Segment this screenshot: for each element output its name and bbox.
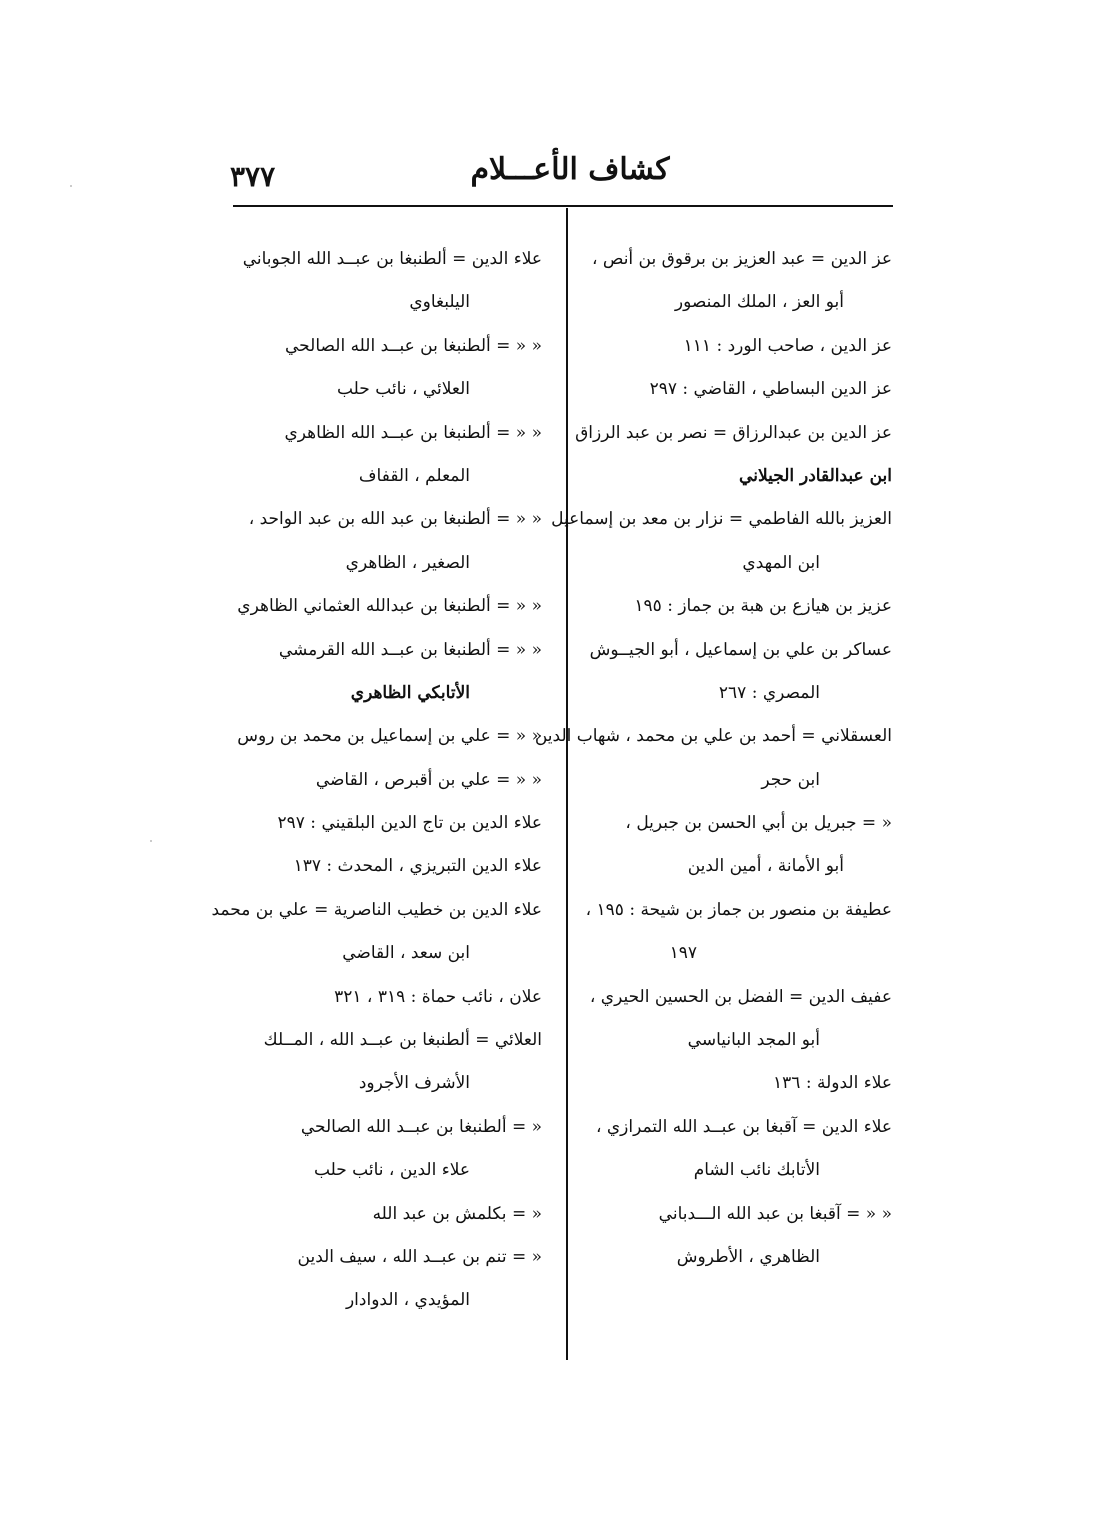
index-entry: علان ، نائب حماة : ٣١٩ ، ٣٢١ — [334, 986, 542, 1007]
index-entry-continuation: ابن المهدي — [742, 552, 820, 573]
index-entry: علاء الدولة : ١٣٦ — [773, 1073, 892, 1094]
index-entry: عساكر بن علي بن إسماعيل ، أبو الجيــوش — [589, 639, 892, 660]
index-entry-continuation: الظاهري ، الأطروش — [676, 1246, 820, 1267]
index-entry-continuation: الصغير ، الظاهري — [345, 552, 470, 573]
index-entry: « « = ألطنبغا بن عبد الله بن عبد الواحد ، — [248, 509, 542, 530]
index-entry-continuation: ابن حجر — [761, 769, 820, 790]
index-entry: عفيف الدين = الفضل بن الحسين الحيري ، — [589, 986, 892, 1007]
index-entry: « « = ألطنبغا بن عبدالله العثماني الظاهري — [237, 596, 542, 617]
index-entry: « = جبريل بن أبي الحسن بن جبريل ، — [625, 813, 892, 834]
index-entry: عز الدين ، صاحب الورد : ١١١ — [683, 335, 892, 356]
index-entry: عز الدين البساطي ، القاضي : ٢٩٧ — [649, 379, 892, 400]
index-entry: عطيفة بن منصور بن جماز بن شيحة : ١٩٥ ، — [585, 899, 892, 920]
index-entry-continuation: ابن عبدالقادر الجيلاني — [739, 465, 892, 486]
column-divider — [566, 208, 568, 1360]
index-entry: « « = ألطنبغا بن عبــد الله الظاهري — [284, 422, 542, 443]
index-entry-continuation: المؤيدي ، الدوادار — [345, 1290, 470, 1311]
index-entry-continuation: علاء الدين ، نائب حلب — [313, 1160, 470, 1181]
index-entry: عزيز بن هيازع بن هبة بن جماز : ١٩٥ — [634, 596, 892, 617]
index-entry: علاء الدين التبريزي ، المحدث : ١٣٧ — [293, 856, 542, 877]
index-entry: العزيز بالله الفاطمي = نزار بن معد بن إسماعيل — [551, 509, 892, 530]
index-entry: « = بكلمش بن عبد الله — [372, 1203, 542, 1224]
scan-speck — [70, 185, 72, 187]
index-entry: عز الدين = عبد العزيز بن برقوق بن أنص ، — [591, 249, 892, 269]
index-entry-continuation: الأتابك نائب الشام — [693, 1160, 820, 1181]
page-title: كشاف الأعـــلام — [470, 152, 670, 187]
index-entry-continuation: الأتابكي الظاهري — [350, 682, 470, 703]
index-entry: « « = آقبغا بن عبد الله الـــدباني — [658, 1203, 892, 1224]
page-number: ٣٧٧ — [230, 160, 276, 193]
index-entry-continuation: أبو الأمانة ، أمين الدين — [687, 856, 844, 877]
index-entry-continuation: ابن سعد ، القاضي — [342, 943, 470, 964]
index-entry: علاء الدين = آقبغا بن عبــد الله التمرازي ، — [595, 1116, 892, 1137]
index-entry: « = ألطنبغا بن عبــد الله الصالحي — [300, 1116, 542, 1137]
index-entry: « = تنم بن عبــد الله ، سيف الدين — [297, 1246, 542, 1267]
header-rule — [233, 205, 893, 207]
index-entry: « « = علي بن أقبرص ، القاضي — [315, 769, 542, 790]
index-entry: العلائي = ألطنبغا بن عبــد الله ، المــلك — [263, 1030, 542, 1051]
index-entry: علاء الدين = ألطنبغا بن عبــد الله الجوباني — [242, 249, 542, 269]
index-column-right — [534, 238, 892, 1279]
index-entry: عز الدين بن عبدالرزاق = نصر بن عبد الرزاق — [575, 422, 892, 443]
index-entry-continuation: المصري : ٢٦٧ — [718, 682, 820, 703]
index-entry-continuation: المعلم ، القفاف — [358, 465, 470, 486]
index-entry: « « = علي بن إسماعيل بن محمد بن روس — [237, 726, 542, 747]
index-entry-continuation: أبو العز ، الملك المنصور — [674, 292, 844, 313]
index-entry: علاء الدين بن تاج الدين البلقيني : ٢٩٧ — [277, 813, 542, 834]
index-entry: العسقلاني = أحمد بن علي بن محمد ، شهاب الدين — [534, 726, 892, 747]
index-entry-continuation: اليلبغاوي — [409, 292, 470, 313]
scan-speck — [150, 840, 152, 842]
index-entry-continuation: أبو المجد البانياسي — [687, 1030, 820, 1051]
index-entry-continuation: الأشرف الأجرود — [358, 1073, 470, 1094]
index-entry-continuation: ١٩٧ — [669, 943, 697, 964]
index-column-left — [211, 238, 542, 1323]
index-entry-continuation: العلائي ، نائب حلب — [336, 379, 470, 400]
index-entry: « « = ألطنبغا بن عبــد الله القرمشي — [278, 639, 542, 660]
index-entry: علاء الدين بن خطيب الناصرية = علي بن محمد — [211, 899, 542, 920]
index-entry: « « = ألطنبغا بن عبــد الله الصالحي — [285, 335, 542, 356]
